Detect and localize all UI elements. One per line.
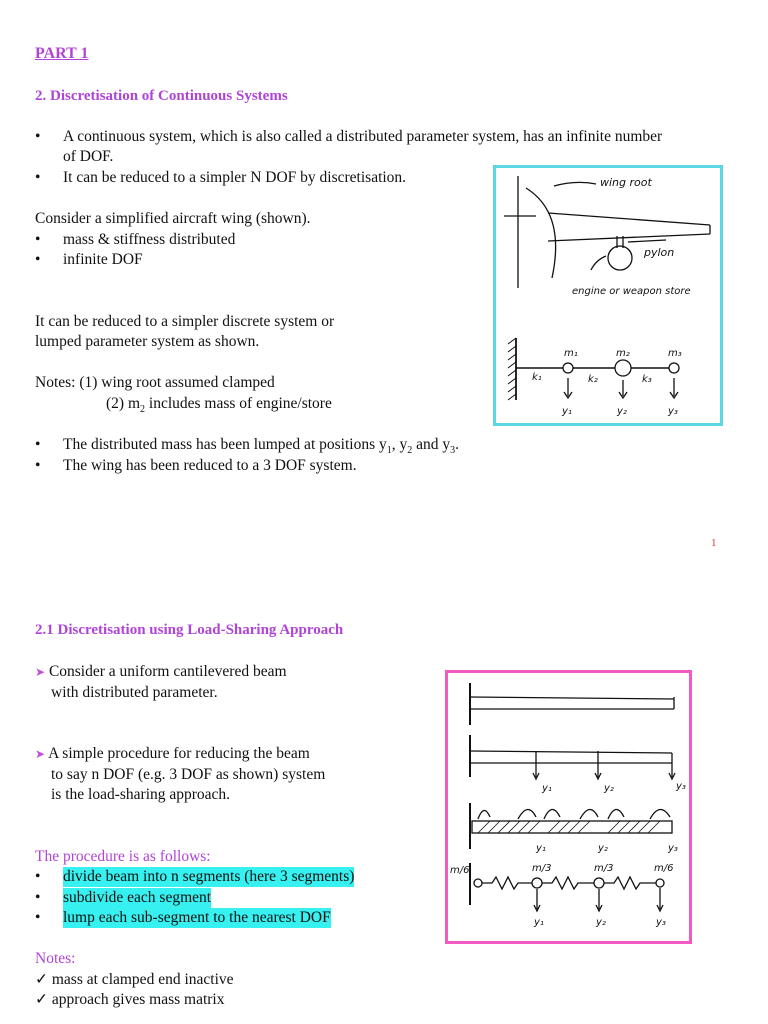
bullet-text: The distributed mass has been lumped at positions $y_1$, $y_2$ and $y_3$. xyxy=(63,436,459,457)
beam-3-hatched xyxy=(472,821,672,833)
part-heading: PART 1 xyxy=(35,45,89,62)
spring-1 xyxy=(482,877,532,889)
label-model-y2: y₂ xyxy=(596,917,606,928)
check-icon: ✓ xyxy=(35,991,48,1008)
wing-figure xyxy=(493,165,723,426)
label-m3-2: m/3 xyxy=(594,863,614,874)
mass-m3-2 xyxy=(594,878,604,888)
arrow-para-2-cont1: to say n DOF (e.g. 3 DOF as shown) system xyxy=(51,766,326,783)
arrow-marker: ➤ xyxy=(35,747,46,761)
bullet-dot: • xyxy=(35,909,41,926)
mass-m6-left xyxy=(474,879,482,887)
consider-wing-text: Consider a simplified aircraft wing (shown). xyxy=(35,210,311,227)
note-2: ✓ approach gives mass matrix xyxy=(35,991,225,1008)
engine-store xyxy=(608,246,632,270)
bullet-dot: • xyxy=(35,436,41,453)
label-m6-right: m/6 xyxy=(654,863,674,874)
label-m3: m₃ xyxy=(668,348,682,359)
reduced-text-line2: lumped parameter system as shown. xyxy=(35,333,260,350)
label-beam2-y3: y₃ xyxy=(676,781,686,792)
bullet-dot: • xyxy=(35,457,41,474)
label-y3: y₃ xyxy=(668,406,678,417)
label-beam3-y1: y₁ xyxy=(536,843,546,854)
reduced-text-line1: It can be reduced to a simpler discrete system or xyxy=(35,313,335,330)
label-model-y1: y₁ xyxy=(534,917,544,928)
bullet-dot: • xyxy=(35,169,41,186)
fuselage-curve xyxy=(526,188,556,278)
spring-3 xyxy=(604,877,656,889)
bullet-text: infinite DOF xyxy=(63,251,143,268)
section-heading-load-sharing: 2.1 Discretisation using Load-Sharing Approach xyxy=(35,622,344,638)
label-k2: k₂ xyxy=(588,374,598,385)
beam-figure-drawing xyxy=(448,673,689,941)
bullet-text: lump each sub-segment to the nearest DOF xyxy=(63,909,331,926)
page-number: 1 xyxy=(711,537,717,549)
wing-upper-edge xyxy=(548,213,710,225)
label-m3-1: m/3 xyxy=(532,863,552,874)
label-beam2-y2: y₂ xyxy=(604,783,614,794)
arrow-para-2-cont2: is the load-sharing approach. xyxy=(51,786,231,803)
wing-figure-drawing xyxy=(496,168,720,423)
bullet-text: divide beam into n segments (here 3 segments) xyxy=(63,868,355,885)
label-beam3-y3: y₃ xyxy=(668,843,678,854)
label-beam2-y1: y₁ xyxy=(542,783,552,794)
label-beam3-y2: y₂ xyxy=(598,843,608,854)
label-engine: engine or weapon store xyxy=(572,286,691,297)
bullet-dot: • xyxy=(35,251,41,268)
beam-1-top xyxy=(470,697,674,699)
arrow-para-1: ➤ Consider a uniform cantilevered beam xyxy=(35,663,287,680)
label-model-y3: y₃ xyxy=(656,917,666,928)
mass-m3-1 xyxy=(532,878,542,888)
procedure-heading: The procedure is as follows: xyxy=(35,848,211,865)
mass-m2 xyxy=(615,360,631,376)
bullet-dot: • xyxy=(35,231,41,248)
label-m6-left: m/6 xyxy=(450,865,470,876)
bullet-continuation: of DOF. xyxy=(63,148,114,165)
arrow-para-1-cont: with distributed parameter. xyxy=(51,684,218,701)
spring-2 xyxy=(542,877,594,889)
mass-m6-right xyxy=(656,879,664,887)
beam-2-top xyxy=(470,751,672,753)
notes-heading: Notes: xyxy=(35,950,76,967)
notes-line2: (2) $m_2$ includes mass of engine/store xyxy=(106,395,332,416)
bullet-text: A continuous system, which is also called a distributed parameter system, has an infinite number xyxy=(63,128,663,145)
section-heading-discretisation: 2. Discretisation of Continuous Systems xyxy=(35,88,288,104)
arrow-para-2: ➤ A simple procedure for reducing the beam xyxy=(35,745,310,762)
label-y2: y₂ xyxy=(617,406,627,417)
label-m1: m₁ xyxy=(564,348,578,359)
check-icon: ✓ xyxy=(35,971,48,988)
bullet-text: The wing has been reduced to a 3 DOF system. xyxy=(63,457,357,474)
label-wing-root: wing root xyxy=(600,176,652,189)
bullet-dot: • xyxy=(35,128,41,145)
notes-line1: Notes: (1) wing root assumed clamped xyxy=(35,374,275,391)
wing-lower-edge xyxy=(548,234,710,241)
label-k1: k₁ xyxy=(532,372,542,383)
mass-m1 xyxy=(563,363,573,373)
bullet-dot: • xyxy=(35,868,41,885)
bullet-text: mass & stiffness distributed xyxy=(63,231,236,248)
label-pylon: pylon xyxy=(644,246,675,259)
note-1: ✓ mass at clamped end inactive xyxy=(35,971,234,988)
label-k3: k₃ xyxy=(642,374,652,385)
arrow-marker: ➤ xyxy=(35,665,46,679)
bullet-dot: • xyxy=(35,889,41,906)
bullet-text: subdivide each segment xyxy=(63,889,212,906)
label-m2: m₂ xyxy=(616,348,630,359)
beam-figure xyxy=(445,670,692,944)
mass-m3 xyxy=(669,363,679,373)
label-y1: y₁ xyxy=(562,406,572,417)
wing-root-arrow xyxy=(554,182,596,186)
bullet-text: It can be reduced to a simpler N DOF by discretisation. xyxy=(63,169,407,186)
